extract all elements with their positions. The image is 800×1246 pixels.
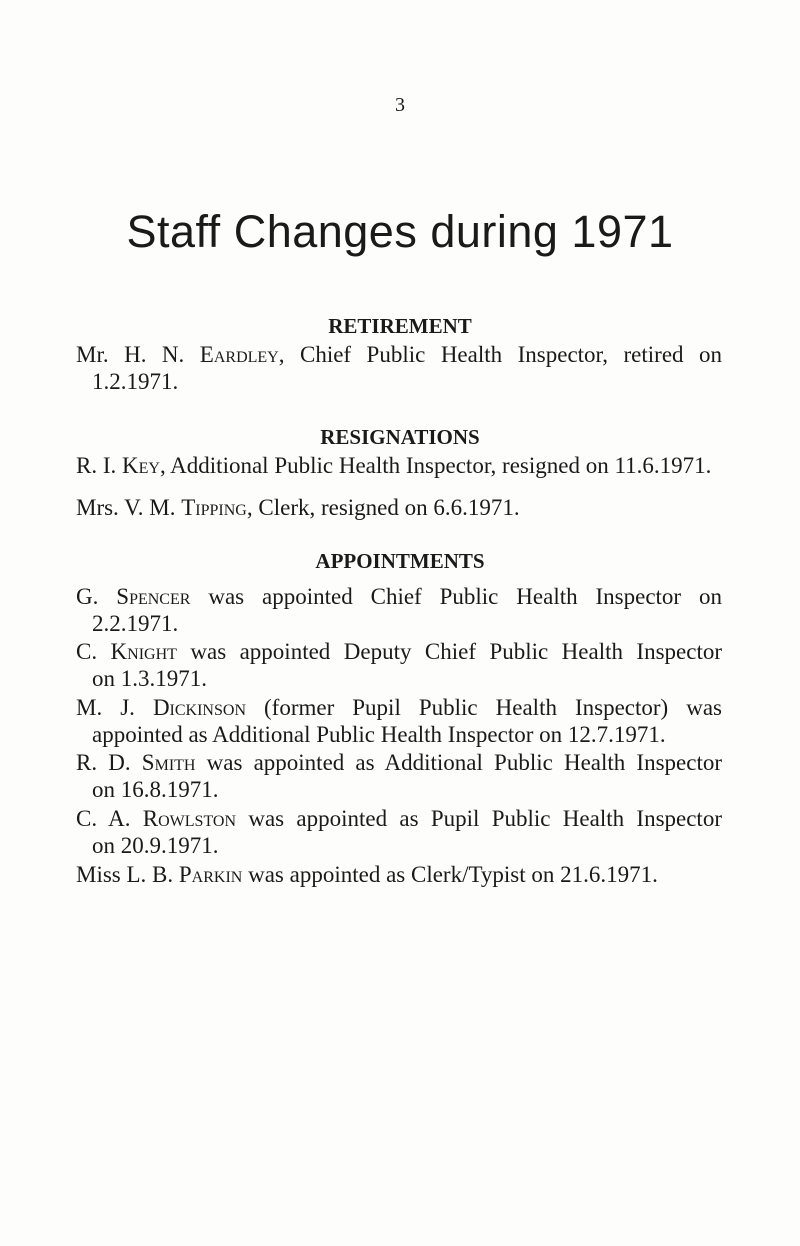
resignation-entry: Mrs. V. M. Tipping, Clerk, resigned on 6.6.1971. — [76, 495, 520, 520]
page-title: Staff Changes during 1971 — [126, 206, 674, 257]
resignations-heading: RESIGNATIONS — [320, 425, 480, 449]
appointment-entry: R. D. Smith was appointed as Additional Public Health Inspector on 16.8.1971. — [76, 750, 723, 802]
page-number: 3 — [395, 94, 405, 116]
appointment-entry: Miss L. B. Parkin was appointed as Clerk/Typist on 21.6.1971. — [76, 862, 658, 887]
retirement-heading: RETIREMENT — [328, 314, 472, 338]
appointment-entry: G. Spencer was appointed Chief Public Health Inspector on 2.2.1971. — [76, 584, 722, 636]
retirement-entry: Mr. H. N. Eardley, Chief Public Health Inspector, retired on 1.2.1971. — [76, 342, 723, 394]
appointment-entry: C. Knight was appointed Deputy Chief Public Health Inspector on 1.3.1971. — [76, 639, 723, 691]
resignation-entry: R. I. Key, Additional Public Health Inspector, resigned on 11.6.1971. — [76, 453, 712, 478]
appointment-entry: C. A. Rowlston was appointed as Pupil Public Health Inspector on 20.9.1971. — [76, 806, 722, 858]
appointment-entry: M. J. Dickinson (former Pupil Public Health Inspector) was appointed as Additional Public Health Inspector on 12.7.1971. — [76, 695, 722, 747]
appointments-heading: APPOINTMENTS — [315, 549, 485, 573]
